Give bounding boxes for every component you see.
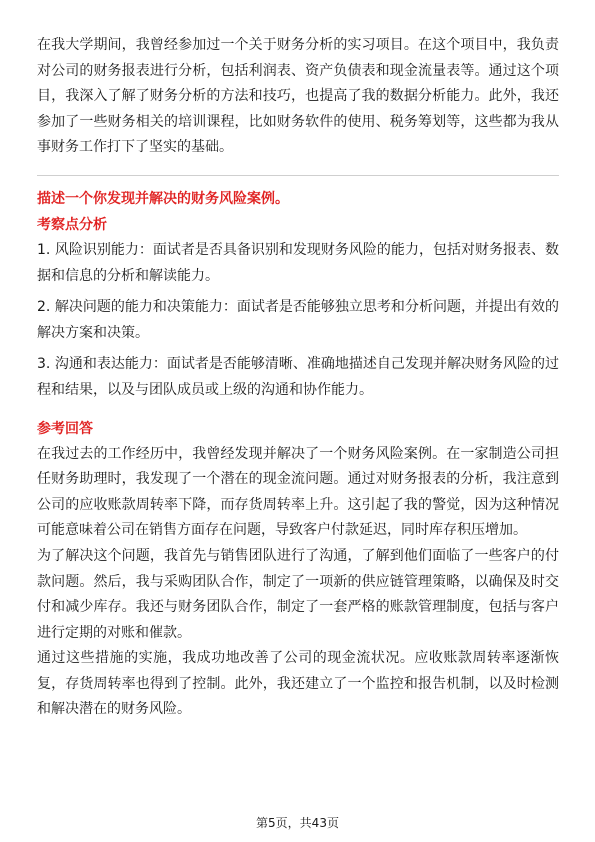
interview-question: 描述一个你发现并解决的财务风险案例。	[37, 190, 289, 207]
analysis-item: 3. 沟通和表达能力：面试者是否能够清晰、准确地描述自己发现并解决财务风险的过程和结果，以及与团队成员或上级的沟通和协作能力。	[37, 356, 559, 398]
reference-answer	[37, 442, 559, 724]
reference-heading: 参考回答	[37, 420, 93, 437]
answer-paragraph: 通过这些措施的实施，我成功地改善了公司的现金流状况。应收账款周转率逐渐恢复，存货周转率也得到了控制。此外，我还建立了一个监控和报告机制，以及时检测和解决潜在的财务风险。	[37, 650, 559, 718]
section-divider	[37, 175, 559, 176]
analysis-list	[37, 238, 559, 404]
page-number-footer: 第5页，共43页	[256, 816, 339, 830]
analysis-heading: 考察点分析	[37, 216, 107, 233]
answer-paragraph: 在我过去的工作经历中，我曾经发现并解决了一个财务风险案例。在一家制造公司担任财务助理时，我发现了一个潜在的现金流问题。通过对财务报表的分析，我注意到公司的应收账款周转率下降，而存货周转率上升。这引起了我的警觉，因为这种情况可能意味着公司在销售方面存在问题，导致客户付款延迟，同时库存积压增加。	[37, 445, 559, 539]
answer-paragraph: 为了解决这个问题，我首先与销售团队进行了沟通，了解到他们面临了一些客户的付款问题。然后，我与采购团队合作，制定了一项新的供应链管理策略，以确保及时交付和减少库存。我还与财务团队合作，制定了一套严格的账款管理制度，包括与客户进行定期的对账和催款。	[37, 547, 559, 641]
analysis-item: 1. 风险识别能力：面试者是否具备识别和发现财务风险的能力，包括对财务报表、数据和信息的分析和解读能力。	[37, 241, 559, 284]
intro-paragraph: 在我大学期间，我曾经参加过一个关于财务分析的实习项目。在这个项目中，我负责对公司的财务报表进行分析，包括利润表、资产负债表和现金流量表等。通过这个项目，我深入了解了财务分析的方法和技巧，也提高了我的数据分析能力。此外，我还参加了一些财务相关的培训课程，比如财务软件的使用、税务筹划等，这些都为我从事财务工作打下了坚实的基础。	[37, 37, 559, 156]
page-content	[37, 33, 559, 723]
analysis-item: 2. 解决问题的能力和决策能力：面试者是否能够独立思考和分析问题，并提出有效的解决方案和决策。	[37, 299, 559, 341]
spacer	[37, 410, 559, 418]
